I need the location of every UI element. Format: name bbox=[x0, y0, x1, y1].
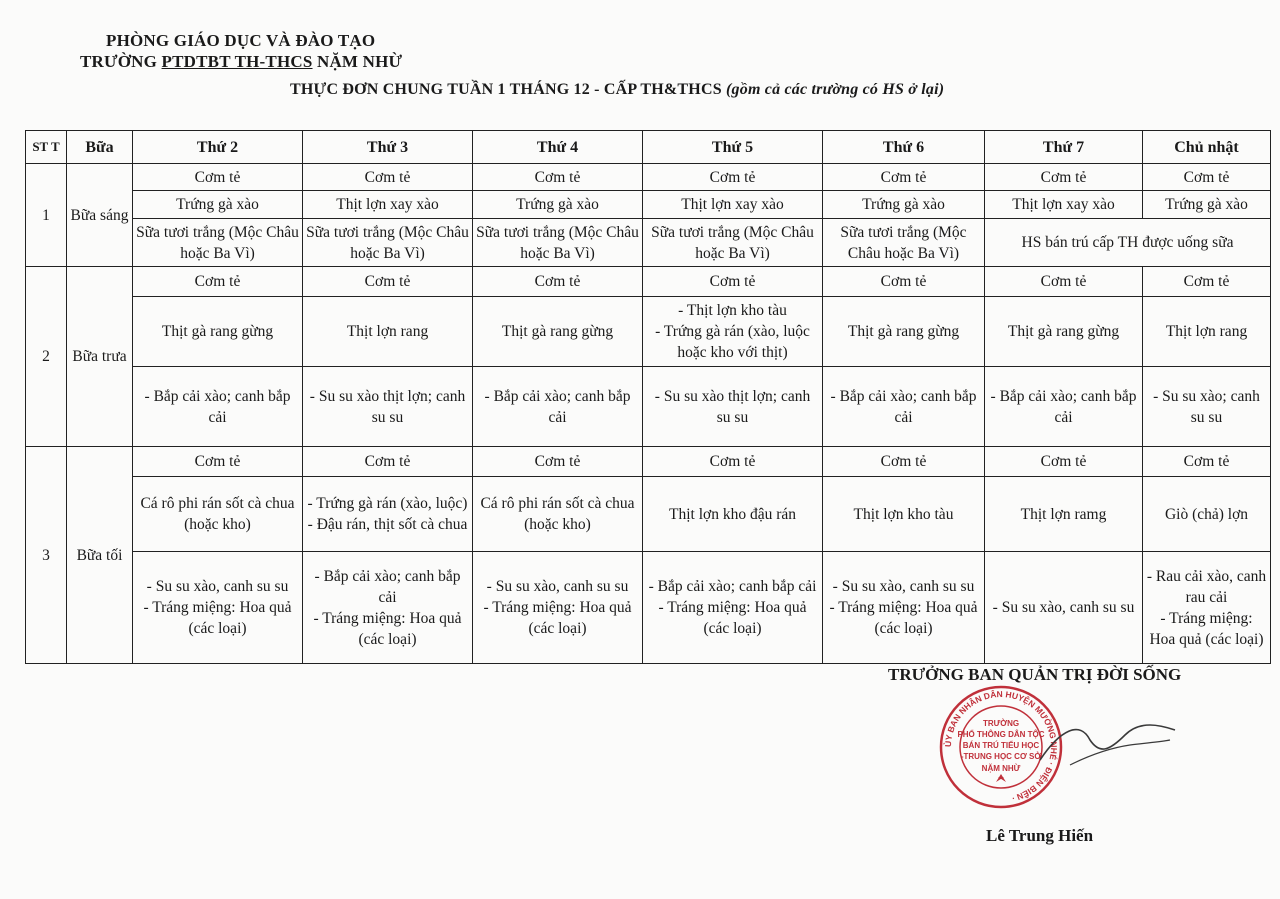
side-dish-cell: - Su su xào thịt lợn; canh su su bbox=[303, 367, 473, 447]
menu-title: THỰC ĐƠN CHUNG TUẦN 1 THÁNG 12 - CẤP TH&THCS (gồm cả các trường có HS ở lại) bbox=[290, 81, 945, 98]
main-dish-cell: Trứng gà xào bbox=[1143, 191, 1271, 219]
main-dish-cell: Thịt lợn xay xào bbox=[303, 191, 473, 219]
staple-cell: Cơm tẻ bbox=[133, 164, 303, 191]
side-dish-cell: - Su su xào thịt lợn; canh su su bbox=[643, 367, 823, 447]
stt-cell: 2 bbox=[26, 267, 67, 447]
side-dish-cell: - Bắp cải xào; canh bắp cải bbox=[823, 367, 985, 447]
table-row bbox=[26, 552, 1271, 664]
stt-cell: 1 bbox=[26, 164, 67, 267]
staple-cell: Cơm tẻ bbox=[1143, 447, 1271, 477]
main-dish-cell: Cá rô phi rán sốt cà chua (hoặc kho) bbox=[473, 477, 643, 552]
staple-cell: Cơm tẻ bbox=[133, 447, 303, 477]
staple-cell: Cơm tẻ bbox=[823, 267, 985, 297]
table-row bbox=[26, 267, 1271, 297]
stt-cell: 3 bbox=[26, 447, 67, 664]
side-dish-cell: Sữa tươi trắng (Mộc Châu hoặc Ba Vì) bbox=[473, 219, 643, 267]
staple-cell: Cơm tẻ bbox=[473, 164, 643, 191]
side-dish-cell: Sữa tươi trắng (Mộc Châu hoặc Ba Vì) bbox=[643, 219, 823, 267]
meal-cell: Bữa tối bbox=[67, 447, 133, 664]
side-dish-cell: - Su su xào, canh su su bbox=[985, 552, 1143, 664]
day-header: Thứ 5 bbox=[643, 131, 823, 164]
svg-text:-TRUNG HỌC CƠ SỞ: -TRUNG HỌC CƠ SỞ bbox=[960, 752, 1042, 761]
main-dish-cell: Thịt lợn kho tàu bbox=[823, 477, 985, 552]
meal-cell: Bữa sáng bbox=[67, 164, 133, 267]
staple-cell: Cơm tẻ bbox=[643, 447, 823, 477]
main-dish-cell: Trứng gà xào bbox=[133, 191, 303, 219]
stamp-outer-text: ỦY BAN NHÂN DÂN HUYỆN MƯỜNG NHÉ · ĐIỆN BIÊN · bbox=[942, 688, 1060, 804]
table-row bbox=[26, 297, 1271, 367]
main-dish-cell: - Trứng gà rán (xào, luộc) - Đậu rán, thịt sốt cà chua bbox=[303, 477, 473, 552]
table-row bbox=[26, 191, 1271, 219]
day-header: Thứ 6 bbox=[823, 131, 985, 164]
table-row bbox=[26, 219, 1271, 267]
main-dish-cell: Thịt gà rang gừng bbox=[823, 297, 985, 367]
main-dish-cell: Thịt lợn rang bbox=[1143, 297, 1271, 367]
main-dish-cell: Thịt lợn rang bbox=[303, 297, 473, 367]
staple-cell: Cơm tẻ bbox=[303, 267, 473, 297]
main-dish-cell: Thịt lợn xay xào bbox=[643, 191, 823, 219]
meal-header: Bữa bbox=[67, 131, 133, 164]
side-dish-cell: Sữa tươi trắng (Mộc Châu hoặc Ba Vì) bbox=[823, 219, 985, 267]
day-header: Thứ 2 bbox=[133, 131, 303, 164]
main-dish-cell: Thịt lợn ramg bbox=[985, 477, 1143, 552]
main-dish-cell: Thịt gà rang gừng bbox=[473, 297, 643, 367]
staple-cell: Cơm tẻ bbox=[473, 267, 643, 297]
staple-cell: Cơm tẻ bbox=[985, 164, 1143, 191]
table-row bbox=[26, 447, 1271, 477]
signatory-title: TRƯỞNG BAN QUẢN TRỊ ĐỜI SỐNG bbox=[888, 665, 1182, 684]
day-header: Thứ 3 bbox=[303, 131, 473, 164]
staple-cell: Cơm tẻ bbox=[985, 267, 1143, 297]
main-dish-cell: - Thịt lợn kho tàu - Trứng gà rán (xào, luộc hoặc kho với thịt) bbox=[643, 297, 823, 367]
side-dish-cell: - Bắp cải xào; canh bắp cải bbox=[985, 367, 1143, 447]
staple-cell: Cơm tẻ bbox=[303, 447, 473, 477]
side-dish-cell: Sữa tươi trắng (Mộc Châu hoặc Ba Vì) bbox=[303, 219, 473, 267]
header-row bbox=[26, 131, 1271, 164]
day-header: Thứ 7 bbox=[985, 131, 1143, 164]
handwritten-signature bbox=[1030, 700, 1180, 790]
table-row bbox=[26, 164, 1271, 191]
staple-cell: Cơm tẻ bbox=[133, 267, 303, 297]
side-dish-cell: - Bắp cải xào; canh bắp cải - Tráng miệng: Hoa quả (các loại) bbox=[643, 552, 823, 664]
staple-cell: Cơm tẻ bbox=[643, 267, 823, 297]
staple-cell: Cơm tẻ bbox=[823, 164, 985, 191]
side-dish-cell: - Su su xào, canh su su - Tráng miệng: Hoa quả (các loại) bbox=[823, 552, 985, 664]
main-dish-cell: Trứng gà xào bbox=[473, 191, 643, 219]
svg-text:PHỔ THÔNG DÂN TỘC: PHỔ THÔNG DÂN TỘC bbox=[957, 730, 1045, 739]
day-header: Chủ nhật bbox=[1143, 131, 1271, 164]
staple-cell: Cơm tẻ bbox=[1143, 164, 1271, 191]
main-dish-cell: Thịt gà rang gừng bbox=[985, 297, 1143, 367]
side-dish-cell: - Bắp cải xào; canh bắp cải - Tráng miệng: Hoa quả (các loại) bbox=[303, 552, 473, 664]
department-heading: PHÒNG GIÁO DỤC VÀ ĐÀO TẠO bbox=[106, 31, 376, 50]
day-header: Thứ 4 bbox=[473, 131, 643, 164]
meal-cell: Bữa trưa bbox=[67, 267, 133, 447]
table-row bbox=[26, 367, 1271, 447]
staple-cell: Cơm tẻ bbox=[643, 164, 823, 191]
main-dish-cell: Thịt lợn kho đậu rán bbox=[643, 477, 823, 552]
side-dish-cell: - Su su xào, canh su su - Tráng miệng: Hoa quả (các loại) bbox=[473, 552, 643, 664]
weekly-menu-table bbox=[25, 130, 1271, 664]
main-dish-cell: Cá rô phi rán sốt cà chua (hoặc kho) bbox=[133, 477, 303, 552]
staple-cell: Cơm tẻ bbox=[823, 447, 985, 477]
side-dish-cell: - Su su xào; canh su su bbox=[1143, 367, 1271, 447]
staple-cell: Cơm tẻ bbox=[473, 447, 643, 477]
staple-cell: Cơm tẻ bbox=[303, 164, 473, 191]
staple-cell: Cơm tẻ bbox=[985, 447, 1143, 477]
main-dish-cell: Trứng gà xào bbox=[823, 191, 985, 219]
stt-header: ST T bbox=[26, 131, 67, 164]
side-dish-cell: - Bắp cải xào; canh bắp cải bbox=[473, 367, 643, 447]
svg-text:BÁN TRÚ TIỂU HỌC: BÁN TRÚ TIỂU HỌC bbox=[962, 741, 1040, 750]
side-dish-cell: Sữa tươi trắng (Mộc Châu hoặc Ba Vì) bbox=[133, 219, 303, 267]
side-dish-cell: - Bắp cải xào; canh bắp cải bbox=[133, 367, 303, 447]
svg-text:TRƯỜNG: TRƯỜNG bbox=[982, 719, 1020, 728]
table-row bbox=[26, 477, 1271, 552]
side-dish-cell: - Su su xào, canh su su - Tráng miệng: Hoa quả (các loại) bbox=[133, 552, 303, 664]
school-name: TRƯỜNG PTDTBT TH-THCS NẶM NHỪ bbox=[80, 52, 403, 71]
side-dish-cell: - Rau cải xào, canh rau cải - Tráng miệng: Hoa quả (các loại) bbox=[1143, 552, 1271, 664]
weekend-note-cell: HS bán trú cấp TH được uống sữa bbox=[985, 219, 1271, 267]
main-dish-cell: Thịt gà rang gừng bbox=[133, 297, 303, 367]
main-dish-cell: Thịt lợn xay xào bbox=[985, 191, 1143, 219]
main-dish-cell: Giò (chả) lợn bbox=[1143, 477, 1271, 552]
signatory-name: Lê Trung Hiến bbox=[986, 826, 1094, 845]
svg-text:NẶM NHỪ: NẶM NHỪ bbox=[981, 764, 1021, 773]
staple-cell: Cơm tẻ bbox=[1143, 267, 1271, 297]
